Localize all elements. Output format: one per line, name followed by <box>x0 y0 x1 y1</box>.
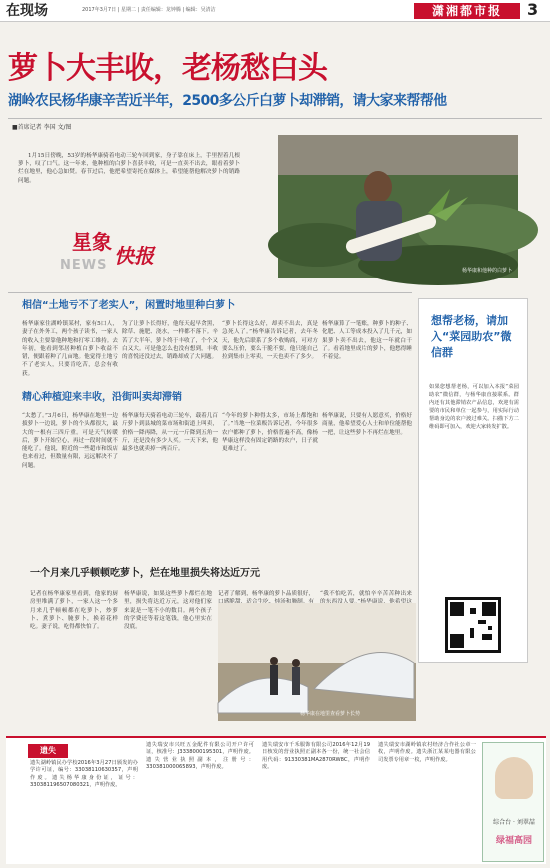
section2-col4: 杨华康说，只要有人愿意买，价格好商量，他希望爱心人士和单位能帮他一把，让这些萝卜不再烂在地里。 <box>322 413 412 436</box>
ad-column-4: 遗失瑞安市湖岭镇农村经济合作社公章一枚，声明作废。遗失浙江某某电器有限公司发票专用章一枚，声明作废。 <box>378 742 476 763</box>
subheadline: 湖岭农民杨华康辛苦近半年，2500多公斤白萝卜却滞销，请大家来帮帮他 <box>8 93 447 109</box>
ad-column-3: 遗失瑞安市千禾服饰有限公司2016年12月19日核发的营业执照正副本各一份，统一社会信用代码：91330381MA2870RW8C，声明作废。 <box>262 742 370 771</box>
sidebar-body: 如果您想帮老杨，可以加入本报“菜园助农”微信群，与杨华康直接联系。群内还有其他滞销农产品信息，欢迎有需要的市民和单位一起参与，用实际行动帮助身边的农户渡过难关。扫描下方二维码即可加入，欢迎大家转发扩散。 <box>429 384 519 430</box>
section3-col4: “我不怕吃苦，就怕辛辛苦苦种出来 <box>320 591 412 597</box>
section1-col1: 杨华康家住湖岭镇某村，家有5口人，妻子在外务工，两个孩子读书，一家人的收入主要靠他种地和打零工维持。去年初，他看到邻居种植白萝卜收益不错，便跟着种了几亩地。他觉得土地亏不了老实人，只要肯吃苦，总会有收获。 <box>22 321 118 377</box>
byline: ■首席记者 李国 文/图 <box>12 124 72 131</box>
page-number: 3 <box>527 0 539 19</box>
photo-caption: 杨华康和他种的白萝卜 <box>461 268 512 274</box>
photo-field-greenhouse <box>218 603 416 721</box>
section2-col2: 杨华康每天骑着电动三轮车，载着几百斤萝卜到县城的菜市场和街道上叫卖，价格一降再降，从一元一斤降到五角一斤，还是没有多少人买。一天下来，他最多也就卖掉一两百斤。 <box>122 413 218 453</box>
photo-caption-mid: 杨华康在地里查看萝卜长势 <box>300 711 361 717</box>
section1-col2: 为了让萝卜长得好，他每天起早贪黑，除草、施肥、浇水，一样都不落下。辛苦了大半年，萝卜终于丰收了，个个又白又大。可是他怎么也没有想到，丰收的喜悦还没过去，销路却成了大问题。 <box>122 321 218 361</box>
section-heading-2: 精心种植迎来丰收，沿街叫卖却滞销 <box>22 392 182 403</box>
sidebar-title: 想帮老杨，请加入“菜园助农”微信群 <box>431 314 512 359</box>
news-logo <box>52 230 192 278</box>
news-logo-top: 星象 <box>72 230 112 254</box>
ad-card-caption: 综合台 · 刘翠喆 <box>493 819 535 826</box>
classified-ads <box>6 736 546 864</box>
section-heading-1: 相信“土地亏不了老实人”，闲置时地里种白萝卜 <box>22 300 236 311</box>
photo-farmer-radishes <box>278 135 518 278</box>
news-logo-main: 快报 <box>114 244 154 268</box>
ads-tag: 遗失 <box>28 744 68 758</box>
avatar <box>495 757 533 799</box>
qr-code-icon[interactable] <box>445 597 501 653</box>
section-heading-3: 一个月来几乎顿顿吃萝卜，烂在地里损失将达近万元 <box>30 568 260 579</box>
section2-col3: “今年的萝卜种得太多，市场上都饱和了。”当地一位菜贩告诉记者，今年很多农户都种了萝卜，价格普遍不高，像杨华康这样没有固定销路的农户，日子就更难过了。 <box>222 413 318 453</box>
section1-col4: 杨华康算了一笔账，种萝卜的种子、化肥、人工等成本投入了几千元，如果萝卜卖不出去，他这一年就白干了。看着地里成片的萝卜，他愁得睡不着觉。 <box>322 321 412 361</box>
divider <box>8 118 542 119</box>
sidebar-box <box>418 298 528 663</box>
section3-col3: 记者了解到，杨华康的萝卜品质很好， <box>218 591 314 597</box>
news-logo-sub: NEWS <box>60 258 108 273</box>
section3-col1: 记者在杨华康家里看到，他家的厨房里堆满了萝卜，一家人这一个多月来几乎顿顿都在吃萝卜，炒萝卜、煮萝卜、腌萝卜，换着花样吃。妻子说，吃得都快怕了。 <box>30 591 118 631</box>
ad-column-2: 遗失瑞安市兴旺五金配件有限公司开户许可证，核准号：J3338000195301，声明作废。遗失营业执照副本，注册号：330381000065893，声明作废。 <box>146 742 254 771</box>
photo-illustration <box>218 603 416 721</box>
date-line: 2017年3月7日 | 星期二 | 责任编辑：龙钟腾 | 编辑：吴清洁 <box>82 7 216 13</box>
ad-card-title: 绿福高园 <box>495 836 532 846</box>
photo-illustration <box>278 135 518 278</box>
masthead <box>0 0 550 22</box>
section2-col1: “太愁了。”3月6日，杨华康在地里一边拔萝卜一边说，萝卜的个头都很大，最大的一根有三四斤重。可是天气转暖后，萝卜开始空心，再过一段时间就不能吃了。他说，附近的一些超市和饭店也来看过，但数量有限，远远解决不了问题。 <box>22 413 118 469</box>
ad-card <box>482 742 544 862</box>
ad-column-1: 遗失湖岭镇民办学校2016年3月27日颁发的办学许可证，编号：33038110630357，声明作废。遗失杨华康身份证，证号：330381196507080321，声明作废。 <box>30 760 138 789</box>
headline: 萝卜大丰收，老杨愁白头 <box>8 51 327 86</box>
paper-logo: 潇湘都市报 <box>414 3 520 19</box>
section3-col2: 杨华康说，如果这些萝卜都烂在地里，损失将达近万元，这对他们家来说是一笔不小的数目。两个孩子的学费还等着这笔钱，他心里实在没底。 <box>124 591 212 631</box>
section-tag: 在现场 <box>6 3 48 19</box>
section1-col3: “萝卜长得这么好，却卖不出去，真是急死人了。”杨华康告诉记者，去年冬天，他先后联系了多个收购商，可对方要么压价，要么干脆不要，他只能自己拉到集市上零卖，一天也卖不了多少。 <box>222 321 318 361</box>
divider <box>8 292 412 293</box>
lead-paragraph: 1月15日傍晚，53岁的杨华康骑着电动三轮车回到家，身子靠在床上，手里捏着几根萝卜，叹了口气。这一年来，他种植的白萝卜喜获丰收，可是一直卖不出去，眼看着萝卜烂在地里，他心急如焚。春节过后，他把希望寄托在媒体上，希望能帮他解决萝卜的销路问题。 <box>18 153 240 184</box>
